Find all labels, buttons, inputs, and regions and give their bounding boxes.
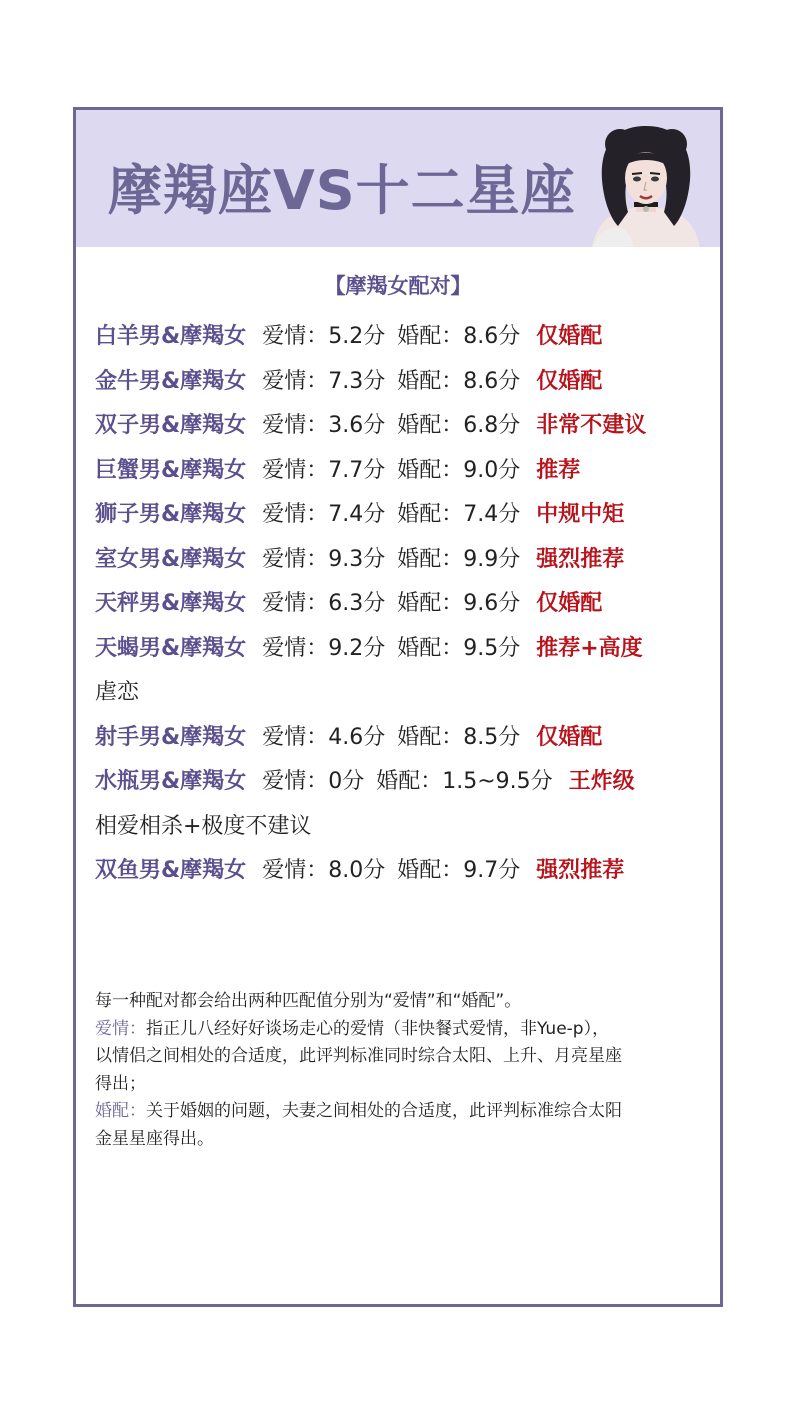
marriage-label: 婚配：	[397, 724, 464, 750]
recommendation: 仅婚配	[536, 591, 603, 616]
marriage-score: 9.5分	[463, 635, 521, 661]
love-label: 爱情：	[262, 724, 329, 750]
love-score: 3.6分	[328, 413, 386, 438]
marriage-score: 1.5~9.5分	[442, 769, 553, 794]
pair-row-aquarius	[95, 760, 715, 805]
love-term: 爱情：	[95, 1018, 146, 1039]
love-label: 爱情：	[262, 502, 329, 527]
love-score: 8.0分	[328, 858, 386, 883]
page-title: 摩羯座VS十二星座	[108, 159, 576, 222]
recommendation: 非常不建议	[536, 413, 647, 438]
marriage-score: 8.6分	[463, 368, 521, 394]
section-subtitle: 【摩羯女配对】	[324, 274, 472, 298]
recommendation: 中规中矩	[536, 502, 625, 527]
love-score: 7.7分	[328, 457, 386, 483]
love-score: 6.3分	[328, 591, 386, 616]
notes-love-line-2: 以情侣之间相处的合适度，此评判标准同时综合太阳、上升、月亮星座	[95, 1046, 622, 1066]
pair-list	[95, 315, 715, 894]
pair-name: 双鱼男&摩羯女	[95, 858, 247, 883]
pair-name: 金牛男&摩羯女	[95, 368, 247, 394]
recommendation: 推荐	[536, 457, 581, 483]
notes-love-line-3: 得出；	[95, 1073, 146, 1094]
love-label: 爱情：	[262, 591, 329, 616]
love-label: 爱情：	[262, 769, 329, 794]
love-score: 4.6分	[328, 724, 386, 750]
marriage-label: 婚配：	[397, 546, 464, 572]
pair-name: 狮子男&摩羯女	[95, 502, 247, 527]
pair-row-libra	[95, 582, 715, 627]
marriage-definition: 关于婚姻的问题，夫妻之间相处的合适度，此评判标准综合太阳	[146, 1101, 622, 1121]
marriage-score: 8.6分	[463, 324, 521, 349]
pair-row-aries	[95, 315, 715, 360]
compatibility-card	[73, 107, 723, 1307]
love-label: 爱情：	[262, 457, 329, 483]
love-score: 9.2分	[328, 635, 386, 661]
marriage-score: 9.9分	[463, 546, 521, 572]
pair-row-scorpio	[95, 627, 715, 672]
pair-name: 天蝎男&摩羯女	[95, 635, 247, 661]
pair-name: 白羊男&摩羯女	[95, 324, 247, 349]
recommendation-continued: 相爱相杀+极度不建议	[95, 813, 312, 839]
marriage-term: 婚配：	[95, 1101, 146, 1121]
pair-name: 射手男&摩羯女	[95, 724, 247, 750]
recommendation: 强烈推荐	[536, 546, 625, 572]
marriage-label: 婚配：	[397, 413, 464, 438]
love-score: 5.2分	[328, 324, 386, 349]
love-label: 爱情：	[262, 368, 329, 394]
pair-row-taurus	[95, 360, 715, 405]
recommendation: 强烈推荐	[536, 858, 625, 883]
pair-name: 双子男&摩羯女	[95, 413, 247, 438]
pair-name: 水瓶男&摩羯女	[95, 769, 247, 794]
love-label: 爱情：	[262, 546, 329, 572]
love-definition: 指正儿八经好好谈场走心的爱情（非快餐式爱情，非Yue-p），	[146, 1018, 610, 1039]
love-label: 爱情：	[262, 635, 329, 661]
notes-intro: 每一种配对都会给出两种匹配值分别为“爱情”和“婚配”。	[95, 991, 522, 1011]
recommendation: 仅婚配	[536, 368, 603, 394]
recommendation: 王炸级	[568, 769, 635, 794]
recommendation: 仅婚配	[536, 324, 603, 349]
marriage-label: 婚配：	[397, 858, 464, 883]
marriage-label: 婚配：	[397, 635, 464, 661]
marriage-score: 9.7分	[463, 858, 521, 883]
marriage-label: 婚配：	[397, 591, 464, 616]
header-banner	[76, 110, 720, 247]
love-label: 爱情：	[262, 413, 329, 438]
marriage-score: 6.8分	[463, 413, 521, 438]
love-label: 爱情：	[262, 858, 329, 883]
love-score: 0分	[328, 769, 365, 794]
pair-row-virgo	[95, 538, 715, 583]
pair-row-cancer	[95, 449, 715, 494]
marriage-label: 婚配：	[397, 457, 464, 483]
marriage-score: 9.0分	[463, 457, 521, 483]
notes-marriage-line-2: 金星星座得出。	[95, 1128, 214, 1149]
love-label: 爱情：	[262, 324, 329, 349]
love-score: 9.3分	[328, 546, 386, 572]
love-score: 7.4分	[328, 502, 386, 527]
pair-row-gemini	[95, 404, 715, 449]
girl-avatar-illustration	[588, 122, 704, 247]
marriage-label: 婚配：	[376, 769, 443, 794]
explanation-notes	[95, 988, 710, 1153]
notes-marriage-line	[95, 1098, 710, 1126]
marriage-score: 8.5分	[463, 724, 521, 750]
marriage-label: 婚配：	[397, 502, 464, 527]
recommendation-continued: 虐恋	[95, 680, 140, 705]
marriage-label: 婚配：	[397, 368, 464, 394]
love-score: 7.3分	[328, 368, 386, 394]
marriage-score: 7.4分	[463, 502, 521, 527]
pair-row-pisces	[95, 849, 715, 894]
marriage-label: 婚配：	[397, 324, 464, 349]
pair-name: 室女男&摩羯女	[95, 546, 247, 572]
pair-row-sagittarius	[95, 716, 715, 761]
pair-row-leo	[95, 493, 715, 538]
recommendation: 推荐+高度	[536, 635, 643, 661]
pair-name: 天秤男&摩羯女	[95, 591, 247, 616]
pair-name: 巨蟹男&摩羯女	[95, 457, 247, 483]
notes-love-line	[95, 1016, 710, 1044]
marriage-score: 9.6分	[463, 591, 521, 616]
recommendation: 仅婚配	[536, 724, 603, 750]
